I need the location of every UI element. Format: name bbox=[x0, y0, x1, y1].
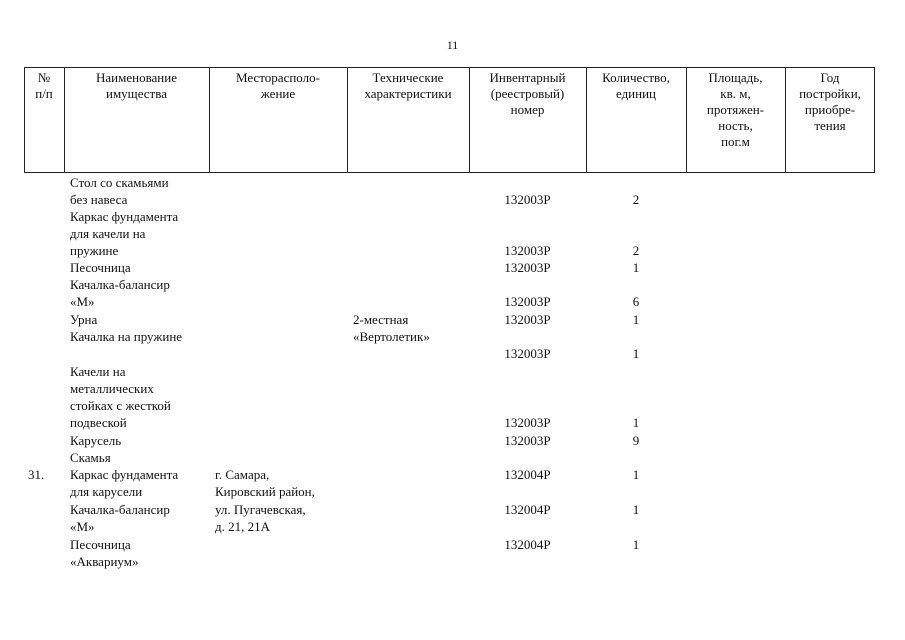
item-name: Песочница bbox=[70, 260, 131, 275]
location-line: д. 21, 21А bbox=[215, 519, 271, 534]
header-inventory: Инвентарный (реестровый) номер bbox=[489, 70, 566, 117]
quantity: 1 bbox=[632, 467, 640, 482]
item-name: Стол со скамьями bbox=[70, 175, 169, 190]
inventory-number: 132003Р bbox=[504, 415, 551, 430]
header-num: № п/п bbox=[35, 70, 53, 101]
item-name: подвеской bbox=[70, 415, 127, 430]
inventory-number: 132004Р bbox=[504, 502, 551, 517]
inventory-number: 132003Р bbox=[504, 260, 551, 275]
item-name: Качалка-балансир bbox=[70, 502, 170, 517]
page-number: 11 bbox=[446, 38, 459, 52]
item-name: Качалка-балансир bbox=[70, 277, 170, 292]
item-name: Скамья bbox=[70, 450, 111, 465]
inventory-number: 132003Р bbox=[504, 346, 551, 361]
item-name: для качели на bbox=[70, 226, 146, 241]
quantity: 2 bbox=[632, 243, 640, 258]
inventory-number: 132004Р bbox=[504, 467, 551, 482]
quantity: 1 bbox=[632, 312, 640, 327]
inventory-number: 132003Р bbox=[504, 312, 551, 327]
quantity: 1 bbox=[632, 346, 640, 361]
item-name: для карусели bbox=[70, 484, 143, 499]
item-name: без навеса bbox=[70, 192, 128, 207]
item-name: «М» bbox=[70, 519, 95, 534]
quantity: 9 bbox=[632, 433, 640, 448]
location-line: г. Самара, bbox=[215, 467, 270, 482]
quantity: 1 bbox=[632, 415, 640, 430]
tech-line: «Вертолетик» bbox=[353, 329, 430, 344]
item-name: «Аквариум» bbox=[70, 554, 139, 569]
header-year: Год постройки, приобре- тения bbox=[799, 70, 861, 133]
header-tech: Технические характеристики bbox=[364, 70, 452, 101]
quantity: 1 bbox=[632, 502, 640, 517]
header-name: Наименование имущества bbox=[96, 70, 177, 101]
quantity: 2 bbox=[632, 192, 640, 207]
item-name: Каркас фундамента bbox=[70, 209, 179, 224]
item-name: Урна bbox=[70, 312, 98, 327]
header-location: Месторасполо- жение bbox=[236, 70, 320, 101]
inventory-number: 132003Р bbox=[504, 243, 551, 258]
item-name: «М» bbox=[70, 294, 95, 309]
item-name: Качалка на пружине bbox=[70, 329, 183, 344]
item-name: стойках с жесткой bbox=[70, 398, 171, 413]
inventory-number: 132003Р bbox=[504, 294, 551, 309]
quantity: 1 bbox=[632, 537, 640, 552]
item-name: Карусель bbox=[70, 433, 122, 448]
item-name: Качели на bbox=[70, 364, 126, 379]
row-number: 31. bbox=[28, 467, 45, 482]
inventory-number: 132003Р bbox=[504, 433, 551, 448]
tech-line: 2-местная bbox=[353, 312, 409, 327]
location-line: ул. Пугачевская, bbox=[215, 502, 306, 517]
header-area: Площадь, кв. м, протяжен- ность, пог.м bbox=[706, 70, 765, 149]
inventory-number: 132003Р bbox=[504, 192, 551, 207]
item-name: Каркас фундамента bbox=[70, 467, 179, 482]
item-name: металлических bbox=[70, 381, 154, 396]
location-line: Кировский район, bbox=[215, 484, 315, 499]
quantity: 6 bbox=[632, 294, 640, 309]
item-name: пружине bbox=[70, 243, 119, 258]
quantity: 1 bbox=[632, 260, 640, 275]
header-quantity: Количество, единиц bbox=[602, 70, 670, 101]
inventory-number: 132004Р bbox=[504, 537, 551, 552]
item-name: Песочница bbox=[70, 537, 131, 552]
